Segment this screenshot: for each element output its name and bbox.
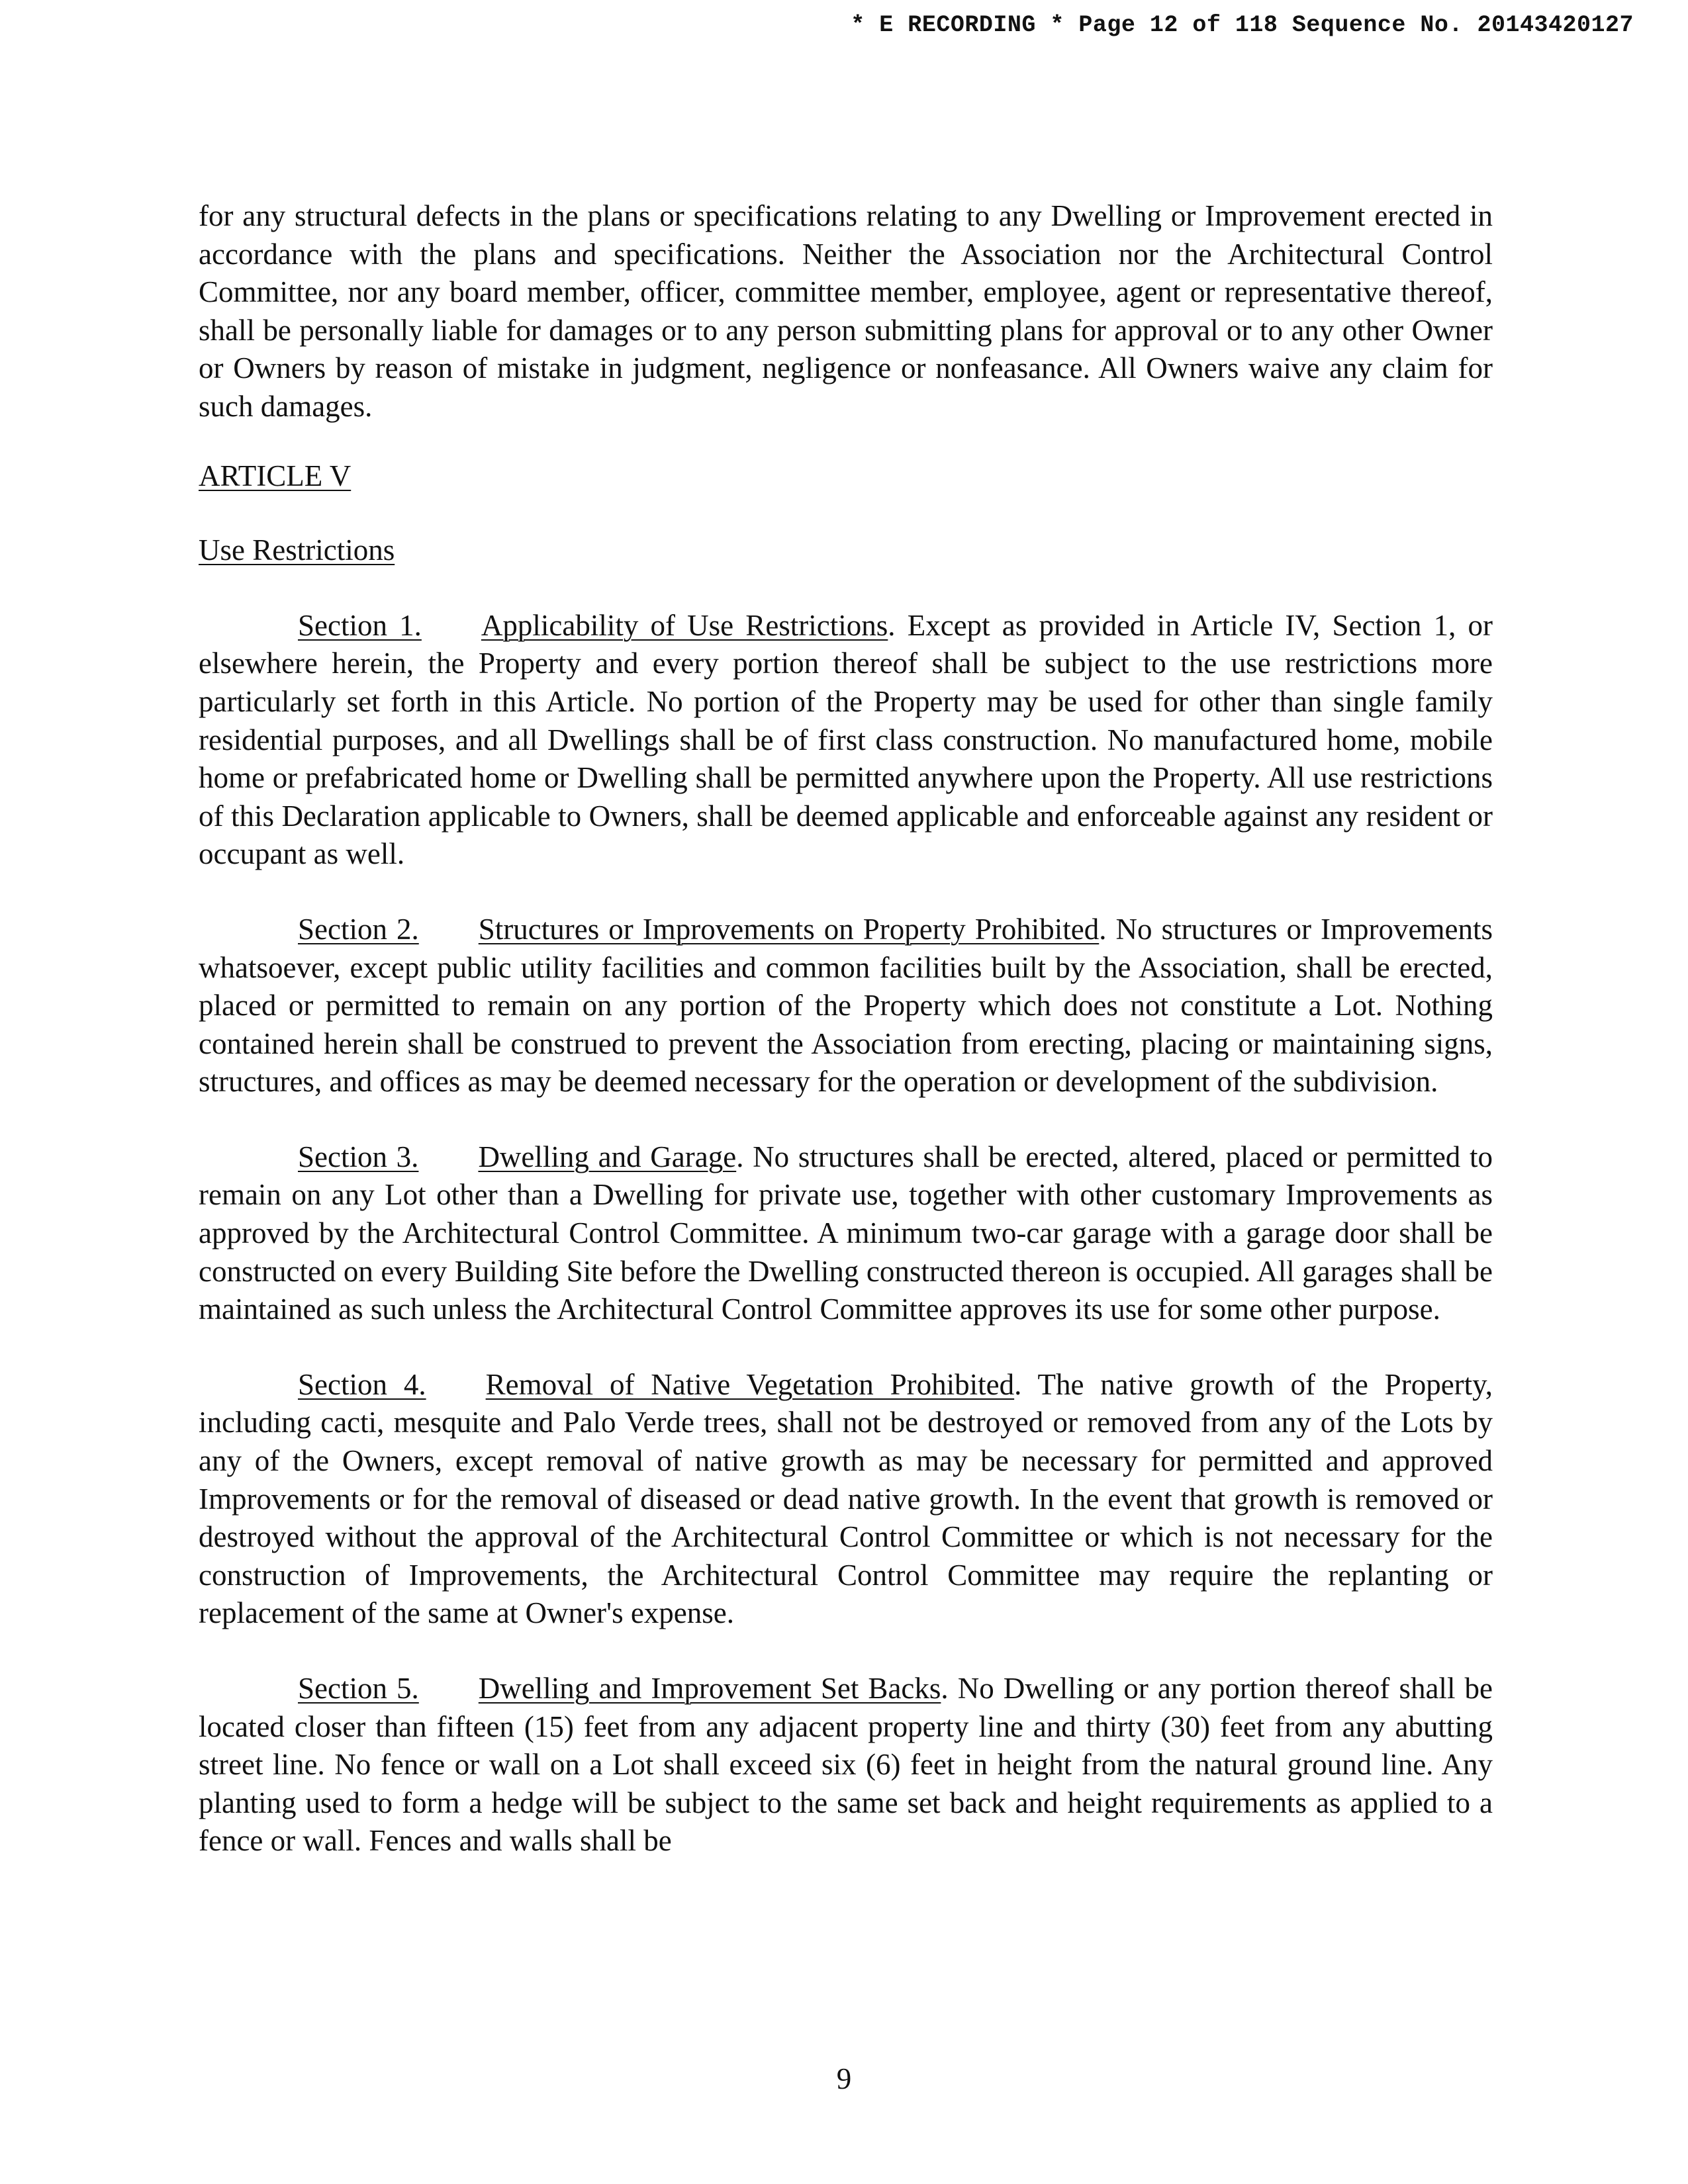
section-1-paragraph (199, 607, 1493, 874)
section-2-text: . No structures or Improvements whatsoever, except public utility facilities and common facilities built by the Association, shall be erected, placed or permitted to remain on any portion of the Property which does not constitute a Lot. Nothing contained herein shall be construed to prevent the Association from erecting, placing or maintaining signs, structures, and offices as may be deemed necessary for the operation or development of the subdivision. (199, 912, 1493, 1099)
section-2-paragraph (199, 911, 1493, 1101)
section-5-title: Dwelling and Improvement Set Backs (478, 1672, 941, 1705)
section-3-paragraph (199, 1138, 1493, 1329)
article-title-text: Use Restrictions (199, 533, 395, 567)
continuation-paragraph: for any structural defects in the plans or specifications relating to any Dwelling or Improvement erected in accordance with the plans and specifications. Neither the Association nor the Architectural Control Committee, nor any board member, officer, committee member, employee, agent or representative thereof, shall be personally liable for damages or to any person submitting plans for approval or to any other Owner or Owners by reason of mistake in judgment, negligence or nonfeasance. All Owners waive any claim for such damages. (199, 199, 1493, 423)
section-2-title: Structures or Improvements on Property Prohibited (478, 912, 1100, 946)
section-5-paragraph (199, 1670, 1493, 1860)
section-3-title: Dwelling and Garage (478, 1140, 737, 1173)
section-3-label: Section 3. (298, 1140, 419, 1173)
article-title (199, 531, 1493, 570)
section-1-title: Applicability of Use Restrictions (481, 608, 888, 642)
section-1-label: Section 1. (298, 608, 422, 642)
section-5-text: . No Dwelling or any portion thereof shall be located closer than fifteen (15) feet from any adjacent property line and thirty (30) feet from any abutting street line. No fence or wall on a Lot shall exceed six (6) feet in height from the natural ground line. Any planting used to form a hedge will be subject to the same set back and height requirements as applied to a fence or wall. Fences and walls shall be (199, 1672, 1493, 1858)
section-4-label: Section 4. (298, 1367, 426, 1401)
section-5-label: Section 5. (298, 1672, 419, 1705)
section-3-text: . No structures shall be erected, altered, placed or permitted to remain on any Lot other than a Dwelling for private use, together with other customary Improvements as approved by the Architectural Control Committee. A minimum two-car garage with a garage door shall be constructed on every Building Site before the Dwelling constructed thereon is occupied. All garages shall be maintained as such unless the Architectural Control Committee approves its use for some other purpose. (199, 1140, 1493, 1326)
section-4-paragraph (199, 1366, 1493, 1633)
document-body (199, 197, 1493, 1860)
section-4-text: . The native growth of the Property, including cacti, mesquite and Palo Verde trees, shall not be destroyed or removed from any of the Lots by any of the Owners, except removal of native growth as may be necessary for permitted and approved Improvements or for the removal of diseased or dead native growth. In the event that growth is removed or destroyed without the approval of the Architectural Control Committee or which is not necessary for the construction of Improvements, the Architectural Control Committee may require the replanting or replacement of the same at Owner's expense. (199, 1367, 1493, 1630)
article-number-text: ARTICLE V (199, 459, 352, 492)
recording-header: * E RECORDING * Page 12 of 118 Sequence No. 20143420127 (851, 12, 1634, 38)
section-2-label: Section 2. (298, 912, 419, 946)
article-number (199, 457, 1493, 496)
section-4-title: Removal of Native Vegetation Prohibited (485, 1367, 1015, 1401)
page-number: 9 (836, 2062, 852, 2095)
section-1-text: . Except as provided in Article IV, Section 1, or elsewhere herein, the Property and every portion thereof shall be subject to the use restrictions more particularly set forth in this Article. No portion of the Property may be used for other than single family residential purposes, and all Dwellings shall be of first class construction. No manufactured home, mobile home or prefabricated home or Dwelling shall be permitted anywhere upon the Property. All use restrictions of this Declaration applicable to Owners, shall be deemed applicable and enforceable against any resident or occupant as well. (199, 608, 1493, 871)
